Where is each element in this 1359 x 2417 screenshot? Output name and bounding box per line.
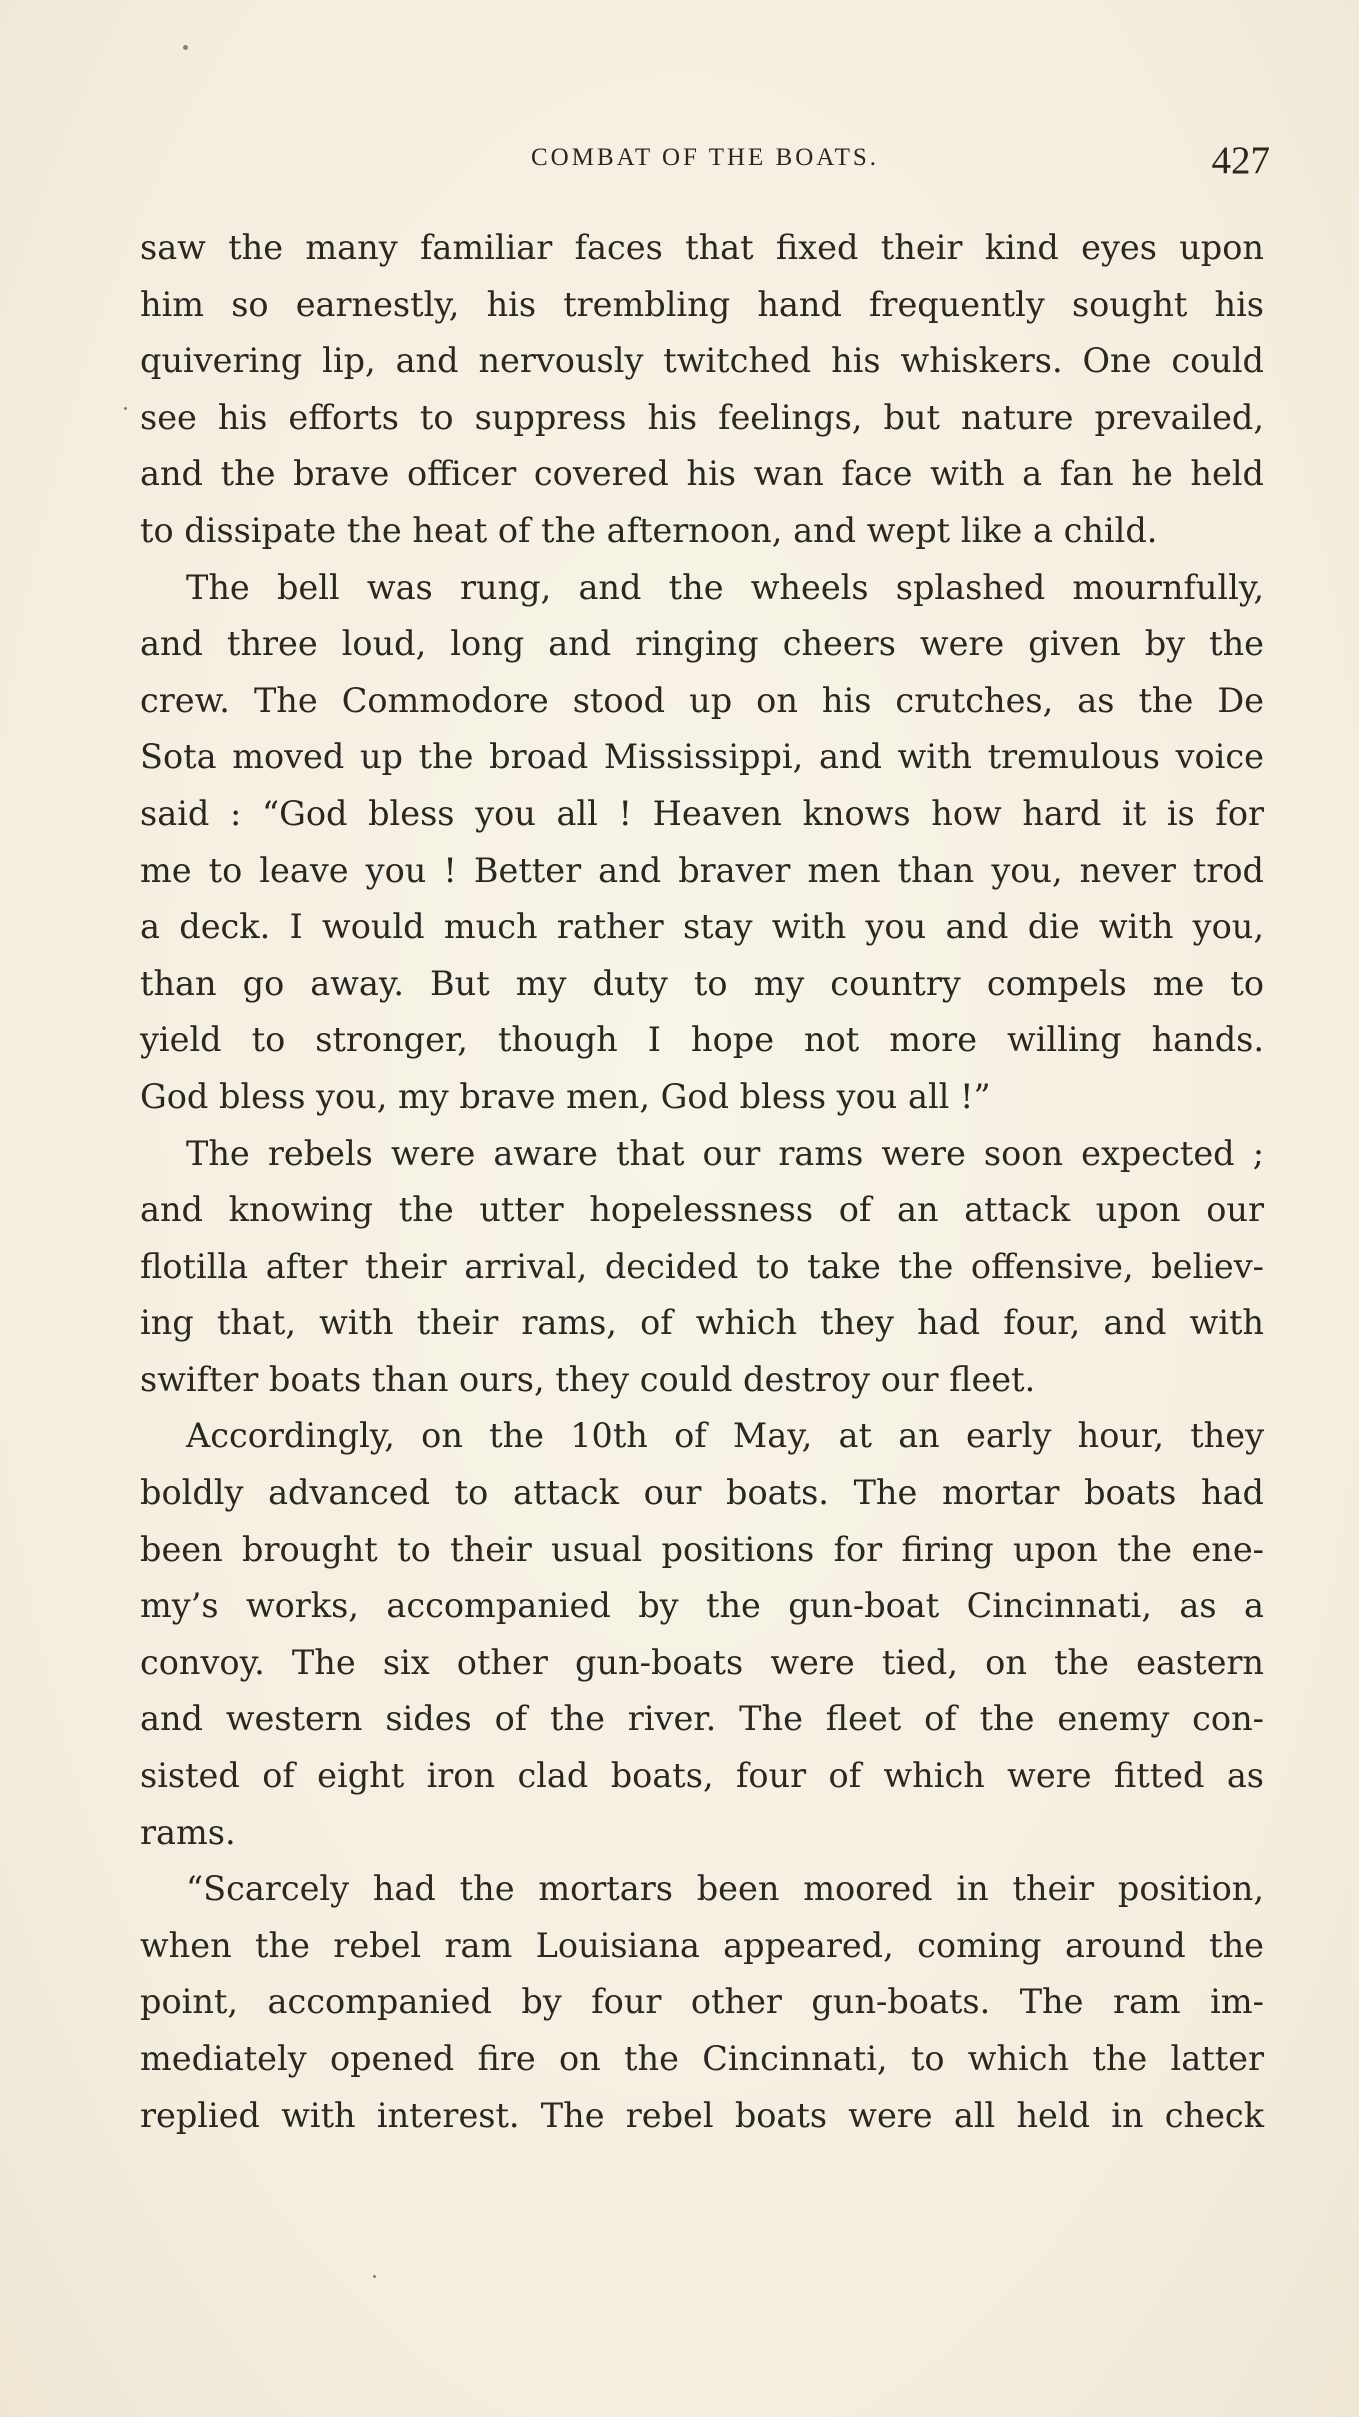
page-number: 427	[1211, 139, 1270, 182]
paper-speck	[124, 407, 127, 410]
running-title: COMBAT OF THE BOATS.	[530, 144, 880, 171]
text-line: The bell was rung, and the wheels splashed mournfully,	[186, 567, 1264, 607]
text-line: me to leave you ! Better and braver men than you, never trod	[140, 850, 1264, 890]
text-line: sisted of eight iron clad boats, four of which were fitted as	[140, 1756, 1264, 1796]
text-line: The rebels were aware that our rams were soon expected ;	[186, 1133, 1264, 1173]
text-line: convoy. The six other gun-boats were tied, on the eastern	[140, 1642, 1264, 1682]
text-line: rams.	[140, 1812, 236, 1852]
text-line: when the rebel ram Louisiana appeared, coming around the	[140, 1925, 1264, 1965]
text-line: him so earnestly, his trembling hand frequently sought his	[140, 284, 1264, 324]
text-line: been brought to their usual positions for firing upon the ene-	[140, 1529, 1264, 1569]
text-line: boldly advanced to attack our boats. The mortar boats had	[140, 1473, 1264, 1513]
text-line: yield to stronger, though I hope not more willing hands.	[140, 1020, 1264, 1060]
text-line: and western sides of the river. The fleet of the enemy con-	[140, 1699, 1264, 1739]
text-line: replied with interest. The rebel boats were all held in check	[140, 2095, 1264, 2135]
text-line: to dissipate the heat of the afternoon, and wept like a child.	[140, 510, 1158, 550]
page-header	[140, 138, 1270, 198]
text-line: my’s works, accompanied by the gun-boat Cincinnati, as a	[140, 1586, 1264, 1626]
text-line: saw the many familiar faces that fixed their kind eyes upon	[140, 228, 1264, 267]
text-line: a deck. I would much rather stay with you and die with you,	[140, 907, 1264, 947]
body-text	[140, 220, 1264, 2144]
text-line: ing that, with their rams, of which they had four, and with	[140, 1303, 1264, 1343]
text-line: than go away. But my duty to my country compels me to	[140, 963, 1264, 1003]
paper-speck	[373, 2275, 376, 2278]
text-line: and three loud, long and ringing cheers were given by the	[140, 624, 1264, 664]
paper-speck	[183, 45, 188, 50]
text-line: Sota moved up the broad Mississippi, and with tremulous voice	[140, 737, 1264, 777]
text-line: flotilla after their arrival, decided to take the offensive, believ-	[140, 1246, 1264, 1286]
text-line: “Scarcely had the mortars been moored in their position,	[186, 1869, 1264, 1909]
text-line: mediately opened fire on the Cincinnati, to which the latter	[140, 2039, 1264, 2078]
text-line: said : “God bless you all ! Heaven knows how hard it is for	[140, 793, 1264, 833]
text-line: Accordingly, on the 10th of May, at an early hour, they	[186, 1416, 1264, 1456]
text-line: see his efforts to suppress his feelings, but nature prevailed,	[140, 397, 1264, 437]
text-line: swifter boats than ours, they could destroy our fleet.	[140, 1359, 1036, 1399]
text-line: and the brave officer covered his wan face with a fan he held	[140, 454, 1264, 494]
text-line: point, accompanied by four other gun-boats. The ram im-	[140, 1982, 1264, 2022]
text-line: God bless you, my brave men, God bless you all !”	[140, 1076, 991, 1116]
text-line: quivering lip, and nervously twitched his whiskers. One could	[140, 341, 1264, 381]
text-line: crew. The Commodore stood up on his crutches, as the De	[140, 680, 1264, 720]
text-line: and knowing the utter hopelessness of an attack upon our	[140, 1190, 1264, 1230]
